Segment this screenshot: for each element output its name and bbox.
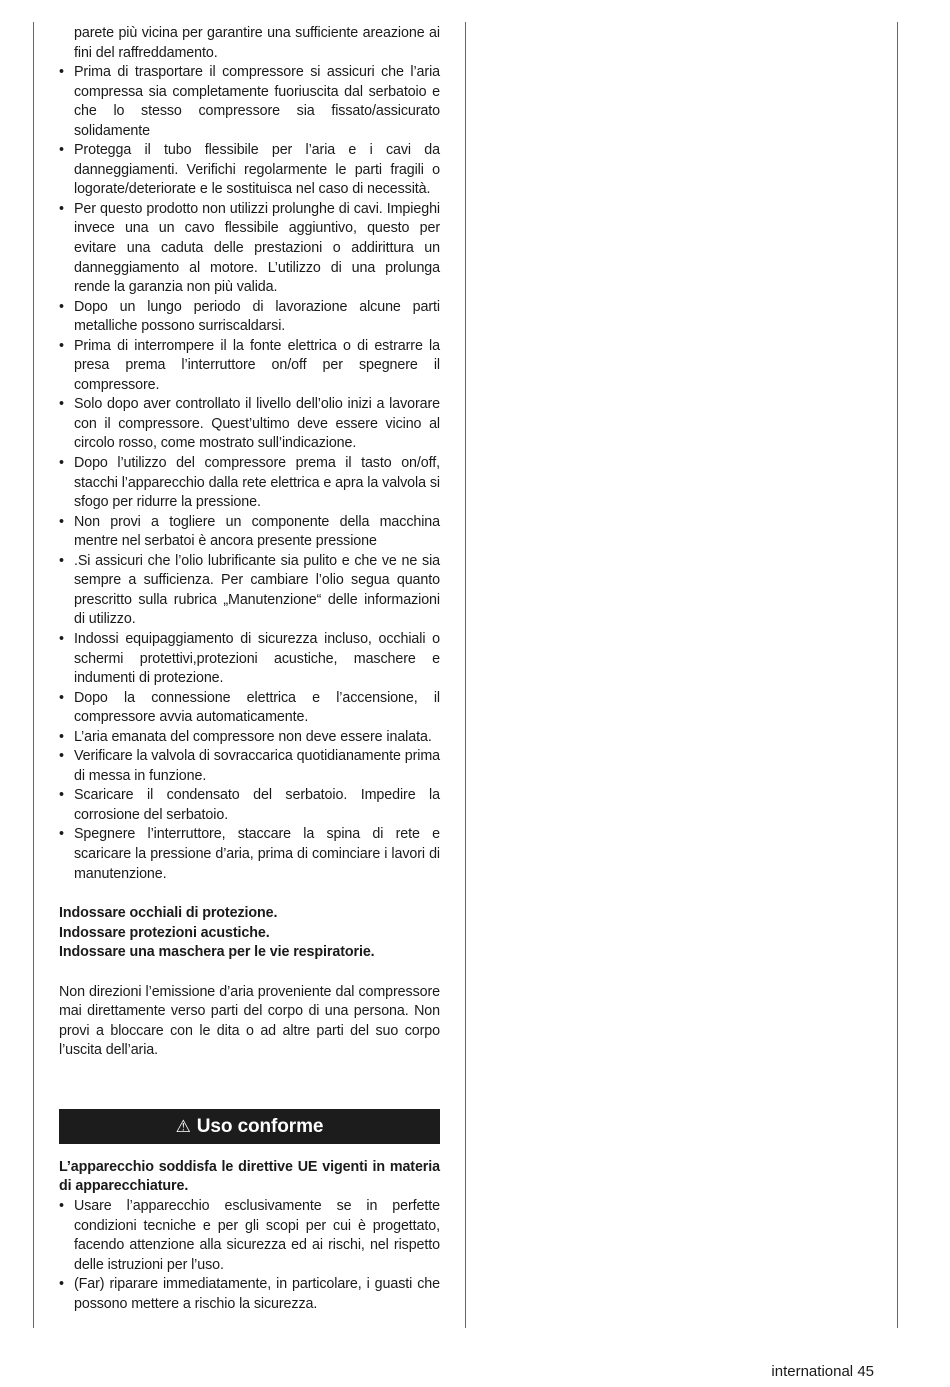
page-footer <box>771 1363 874 1380</box>
air-direction-paragraph: Non direzioni l’emissione d’aria proveniente dal compressore mai direttamente verso parti del corpo di una persona. Non provi a bloccare con le dita o ad altre parti del suo corpo l’uscita dell’aria. <box>59 983 440 1059</box>
goggles-notice: Indossare occhiali di protezione. <box>59 905 278 922</box>
list-item: • Spegnere l’interruttore, staccare la spina di rete e scaricare la pressione d’aria, prima di cominciare i lavori di manutenzione. <box>59 825 440 884</box>
list-item: • Usare l’apparecchio esclusivamente se in perfette condizioni tecniche e per gli scopi per cui è progettato, facendo attenzione alla sicurezza ed ai rischi, nel rispetto delle istruzioni per l’uso. <box>59 1197 440 1275</box>
section-title: Uso conforme <box>196 1115 324 1137</box>
protective-equipment-notices <box>59 904 440 963</box>
list-item: • L’aria emanata del compressore non deve essere inalata. <box>59 728 440 748</box>
text-column <box>59 24 440 1314</box>
list-item: • Protegga il tubo flessibile per l’aria e i cavi da danneggiamenti. Verifichi regolarmente le parti fragili o logorate/deteriorate e le sostituisca nel caso di necessità. <box>59 141 440 200</box>
list-item: • (Far) riparare immediatamente, in particolare, i guasti che possono mettere a rischio la sicurezza. <box>59 1275 440 1314</box>
list-item: • Dopo l’utilizzo del compressore prema il tasto on/off, stacchi l’apparecchio dalla rete elettrica e apra la valvola si sfogo per ridurre la pressione. <box>59 454 440 513</box>
list-item: • Dopo un lungo periodo di lavorazione alcune parti metalliche possono surriscaldarsi. <box>59 298 440 337</box>
list-item: • Per questo prodotto non utilizzi prolunghe di cavi. Impieghi invece una un cavo flessibile aggiuntivo, questo per evitare una caduta delle prestazioni o addirittura un danneggiamento al motore. L’utilizzo di una prolunga rende la garanzia non più valida. <box>59 200 440 298</box>
list-item: • Solo dopo aver controllato il livello dell’olio inizi a lavorare con il compressore. Quest’ultimo deve essere vicino al circolo rosso, come mostrato sull’indicazione. <box>59 395 440 454</box>
list-item: • .Si assicuri che l’olio lubrificante sia pulito e che ve ne sia sempre a sufficienza. Per cambiare l’olio segua quanto prescritto sulla rubrica „Manutenzione“ delle informazioni di utilizzo. <box>59 552 440 630</box>
section-intro: L’apparecchio soddisfa le direttive UE vigenti in materia di apparecchiature. <box>59 1158 440 1195</box>
list-item: • Verificare la valvola di sovraccarica quotidianamente prima di messa in funzione. <box>59 747 440 786</box>
list-item: • Prima di trasportare il compressore si assicuri che l’aria compressa sia completamente fuoriuscita dal serbatoio e che lo stesso compressore sia fissato/assicurato solidamente <box>59 63 440 141</box>
list-item: • Scaricare il condensato del serbatoio. Impedire la corrosione del serbatoio. <box>59 786 440 825</box>
intended-use-list <box>59 1197 440 1314</box>
warning-triangle-icon: ⚠ <box>175 1116 191 1136</box>
continuation-text: parete più vicina per garantire una sufficiente areazione ai fini del raffreddamento. <box>74 25 440 61</box>
list-item: • Indossi equipaggiamento di sicurezza incluso, occhiali o schermi protettivi,protezioni acustiche, maschere e indumenti di protezione. <box>59 630 440 689</box>
respiratory-mask-notice: Indossare una maschera per le vie respiratorie. <box>59 944 375 961</box>
list-item: • Non provi a togliere un componente della macchina mentre nel serbatoi è ancora presente pressione <box>59 513 440 552</box>
left-margin-rule <box>33 22 34 1328</box>
list-item: • Prima di interrompere il la fonte elettrica o di estrarre la presa prema l’interruttore on/off per spegnere il compressore. <box>59 337 440 396</box>
column-divider-rule <box>465 22 466 1328</box>
safety-bullet-list <box>59 63 440 884</box>
list-item: • Dopo la connessione elettrica e l’accensione, il compressore avvia automaticamente. <box>59 689 440 728</box>
footer-label: international <box>771 1363 854 1380</box>
page-number: 45 <box>857 1363 874 1380</box>
right-margin-rule <box>897 22 898 1328</box>
section-heading-bar <box>59 1109 440 1144</box>
ear-protection-notice: Indossare protezioni acustiche. <box>59 924 270 941</box>
